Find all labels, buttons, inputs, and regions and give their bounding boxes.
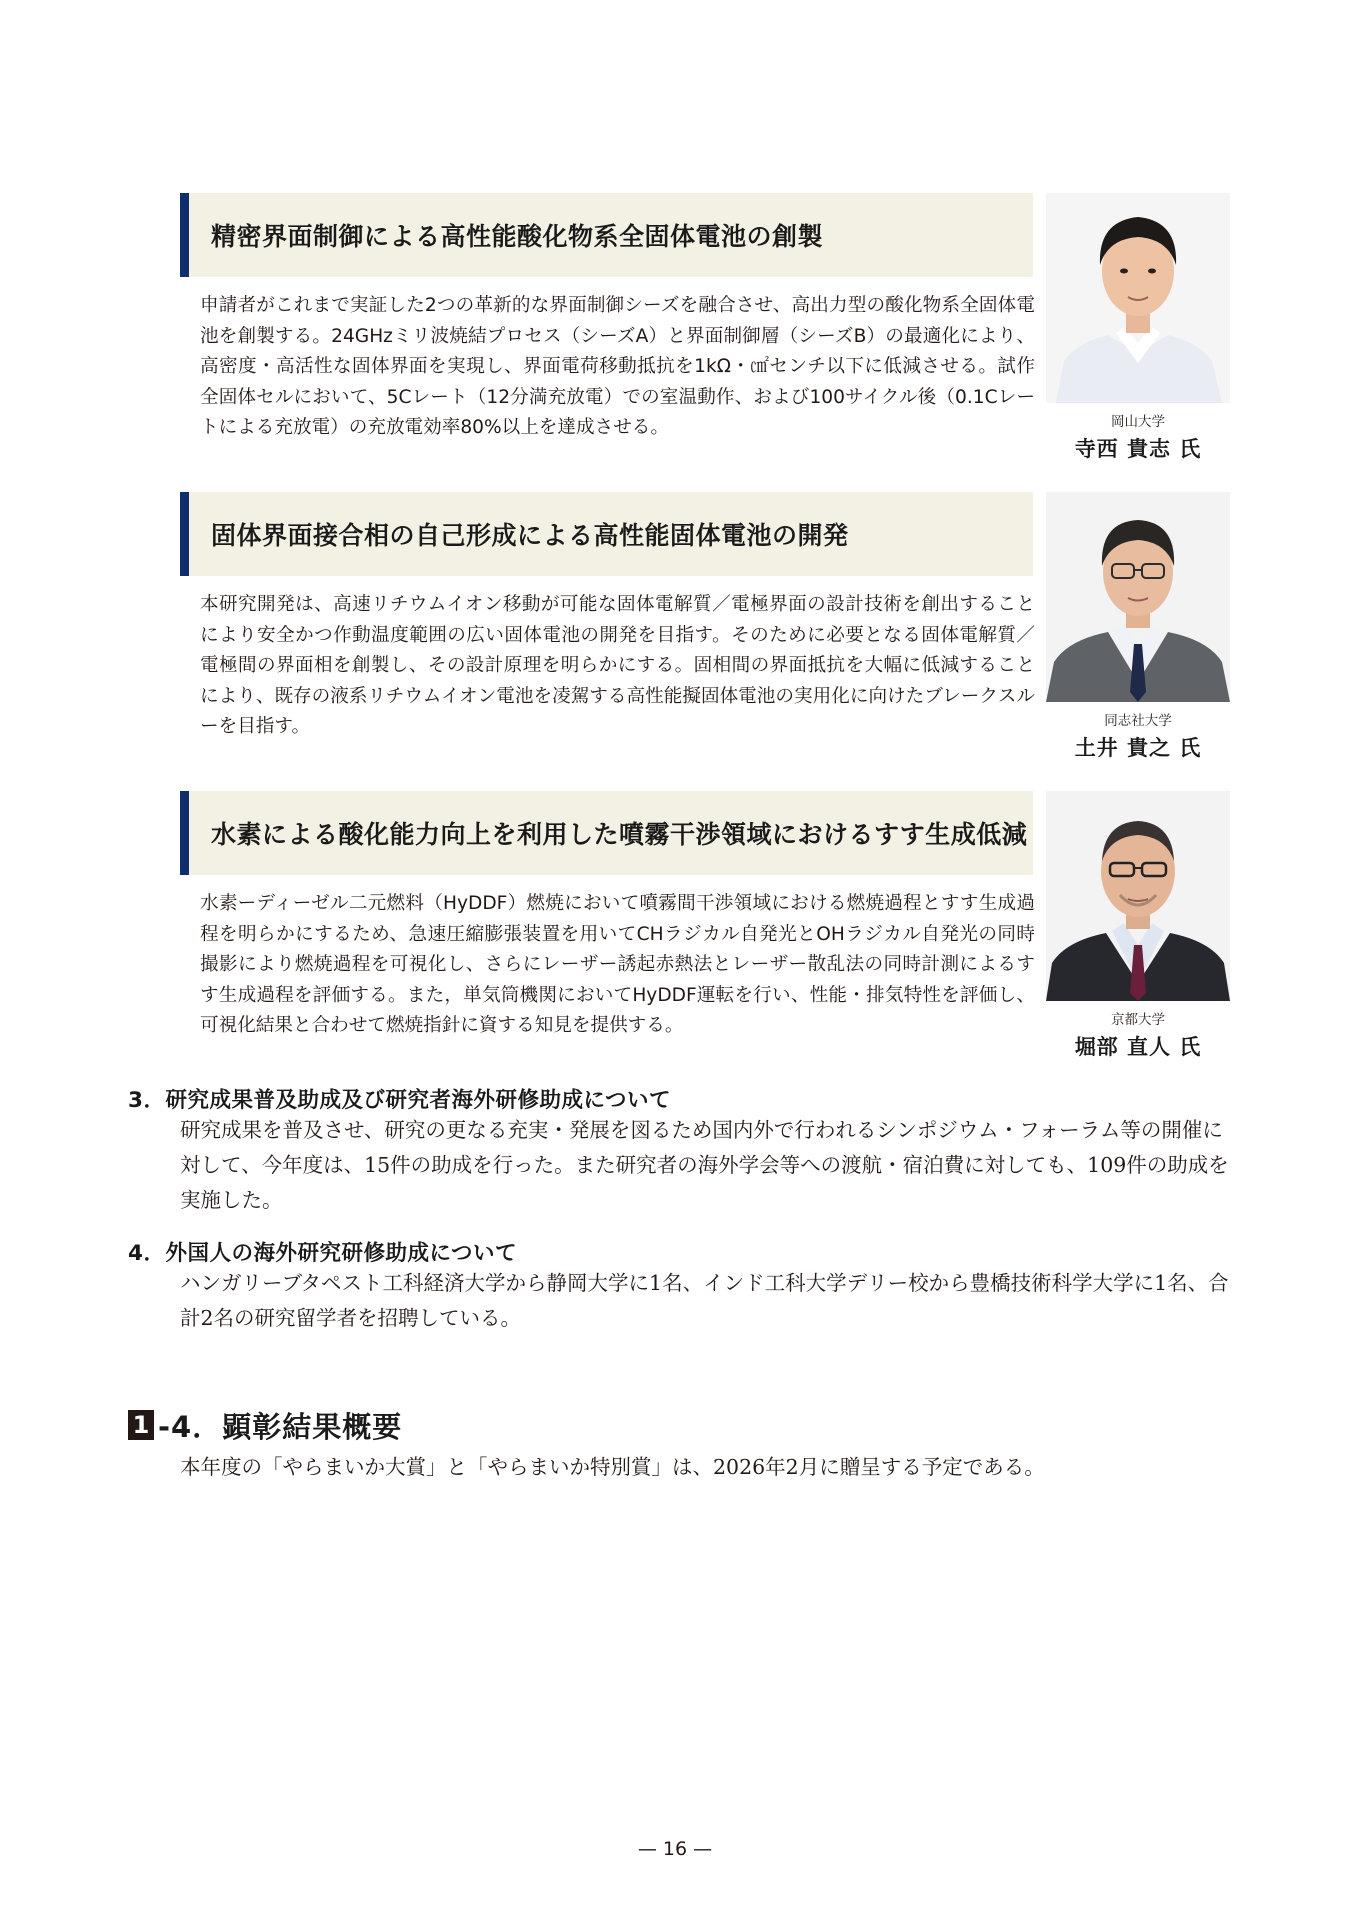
- project-title-band: [180, 193, 1033, 277]
- researcher-photo: [1046, 791, 1230, 1001]
- researcher-photo: [1046, 492, 1230, 702]
- researcher-affiliation: 京都大学: [1111, 1012, 1165, 1028]
- researcher-photo: [1046, 193, 1230, 403]
- chapter-heading: [128, 1405, 402, 1445]
- project-title-band: [180, 492, 1033, 576]
- researcher-name: 堀部 直人 氏: [1074, 1035, 1202, 1059]
- project-description: 申請者がこれまで実証した2つの革新的な界面制御シーズを融合させ、高出力型の酸化物系全固体電池を創製する。24GHzミリ波焼結プロセス（シーズA）と界面制御層（シーズB）の最適化により、高密度・高活性な固体界面を実現し、界面電荷移動抵抗を1kΩ・㎠センチ以下に低減させる。試作全固体セルにおいて、5Cレート（12分満充放電）での室温動作、および100サイクル後（0.1Cレートによる充放電）の充放電効率80%以上を達成させる。: [200, 295, 1035, 438]
- project-card-1: [180, 193, 1230, 463]
- researcher-affiliation: 同志社大学: [1104, 713, 1172, 729]
- chapter-number-badge: 1: [128, 1410, 154, 1440]
- chapter-title: -4．顕彰結果概要: [158, 1409, 403, 1444]
- project-description: 本研究開発は、高速リチウムイオン移動が可能な固体電解質／電極界面の設計技術を創出することにより安全かつ作動温度範囲の広い固体電池の開発を目指す。そのために必要となる固体電解質／電極間の界面相を創製し、その設計原理を明らかにする。固相間の界面抵抗を大幅に低減することにより、既存の液系リチウムイオン電池を凌駕する高性能擬固体電池の実用化に向けたブレークスルーを目指す。: [200, 594, 1035, 737]
- researcher-name: 寺西 貴志 氏: [1074, 437, 1202, 461]
- project-title-band: [180, 791, 1033, 875]
- section-heading-4: 4．外国人の海外研究研修助成について: [128, 1241, 518, 1266]
- page-number: — 16 —: [637, 1838, 713, 1860]
- project-title: 水素による酸化能力向上を利用した噴霧干渉領域におけるすす生成低減: [211, 820, 1028, 849]
- chapter-text: 本年度の「やらまいか大賞」と「やらまいか特別賞」は、2026年2月に贈呈する予定である。: [180, 1455, 1045, 1479]
- project-card-2: [180, 492, 1230, 762]
- project-title: 固体界面接合相の自己形成による高性能固体電池の開発: [211, 521, 849, 550]
- section-text-3: 研究成果を普及させ、研究の更なる充実・発展を図るため国内外で行われるシンポジウム・フォーラム等の開催に対して、今年度は、15件の助成を行った。また研究者の海外学会等への渡航・宿泊費に対しても、109件の助成を実施した。: [180, 1118, 1229, 1212]
- researcher-affiliation: 岡山大学: [1111, 414, 1165, 430]
- section-text-4: ハンガリーブタペスト工科経済大学から静岡大学に1名、インド工科大学デリー校から豊橋技術科学大学に1名、合計2名の研究留学者を招聘している。: [180, 1271, 1229, 1330]
- project-title: 精密界面制御による高性能酸化物系全固体電池の創製: [211, 222, 824, 251]
- project-card-3: [180, 791, 1230, 1061]
- researcher-name: 土井 貴之 氏: [1074, 736, 1202, 760]
- section-heading-3: 3．研究成果普及助成及び研究者海外研修助成について: [128, 1088, 672, 1113]
- project-description: 水素ーディーゼル二元燃料（HyDDF）燃焼において噴霧間干渉領域における燃焼過程とすす生成過程を明らかにするため、急速圧縮膨張装置を用いてCHラジカル自発光とOHラジカル自発光の同時撮影により燃焼過程を可視化し、さらにレーザー誘起赤熱法とレーザー散乱法の同時計測によるすす生成過程を評価する。また，単気筒機関においてHyDDF運転を行い、性能・排気特性を評価し、可視化結果と合わせて燃焼指針に資する知見を提供する。: [200, 893, 1035, 1036]
